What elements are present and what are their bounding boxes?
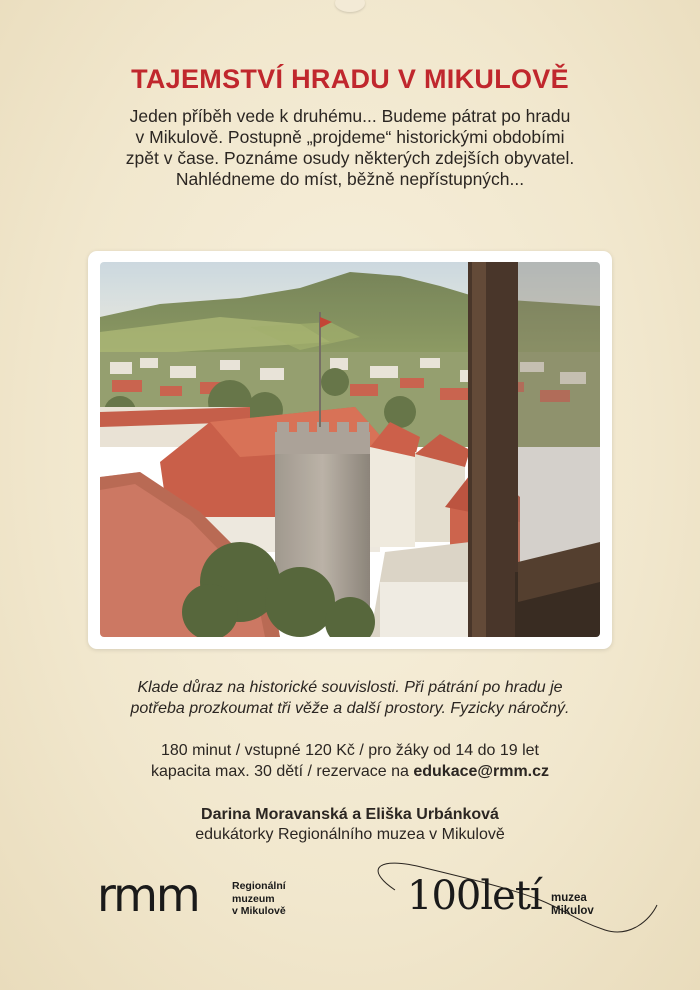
author-role: edukátorky Regionálního muzea v Mikulově: [195, 826, 505, 843]
rmm-logo-line: v Mikulově: [232, 905, 286, 917]
rmm-logo-text: [232, 880, 286, 918]
castle-tower-photo: [100, 262, 600, 637]
intro-line: Nahlédneme do míst, běžně nepřístupných...: [175, 169, 525, 189]
authors-block: [80, 805, 620, 845]
anniversary-wordmark: 100letí: [407, 873, 542, 919]
rmm-wordmark: rmm: [97, 868, 199, 922]
reservation-email[interactable]: edukace@rmm.cz: [413, 763, 550, 780]
anniversary-logo-line: muzea: [551, 892, 587, 904]
program-info: [80, 740, 620, 782]
anniversary-logo-line: Mikulov: [551, 905, 594, 917]
anniversary-logo-text: [551, 892, 594, 918]
intro-text: [90, 106, 610, 190]
info-duration-price: 180 minut / vstupné 120 Kč / pro žáky od 14 do 19 let: [160, 742, 539, 759]
program-description: [80, 677, 620, 719]
intro-line: v Mikulově. Postupně „projdeme“ historickými obdobími: [135, 127, 565, 147]
description-line: Klade důraz na historické souvislosti. Při pátrání po hradu je: [137, 679, 563, 696]
anniversary-logo: [365, 860, 665, 940]
intro-line: zpět v čase. Poznáme osudy některých zdejších obyvatel.: [125, 148, 575, 168]
info-capacity: [80, 761, 620, 782]
poster-title: TAJEMSTVÍ HRADU V MIKULOVĚ: [131, 64, 569, 94]
info-capacity-text: kapacita max. 30 dětí / rezervace na: [150, 763, 414, 780]
photo-frame: [88, 251, 612, 649]
rmm-logo: [97, 868, 317, 922]
rmm-logo-line: Regionální: [232, 880, 286, 892]
description-line: potřeba prozkoumat tři věže a další prostory. Fyzicky náročný.: [130, 700, 570, 717]
author-names: Darina Moravanská a Eliška Urbánková: [201, 806, 499, 823]
pin-decoration: [335, 0, 365, 12]
intro-line: Jeden příběh vede k druhému... Budeme pátrat po hradu: [129, 106, 571, 126]
rmm-logo-line: muzeum: [232, 892, 275, 905]
